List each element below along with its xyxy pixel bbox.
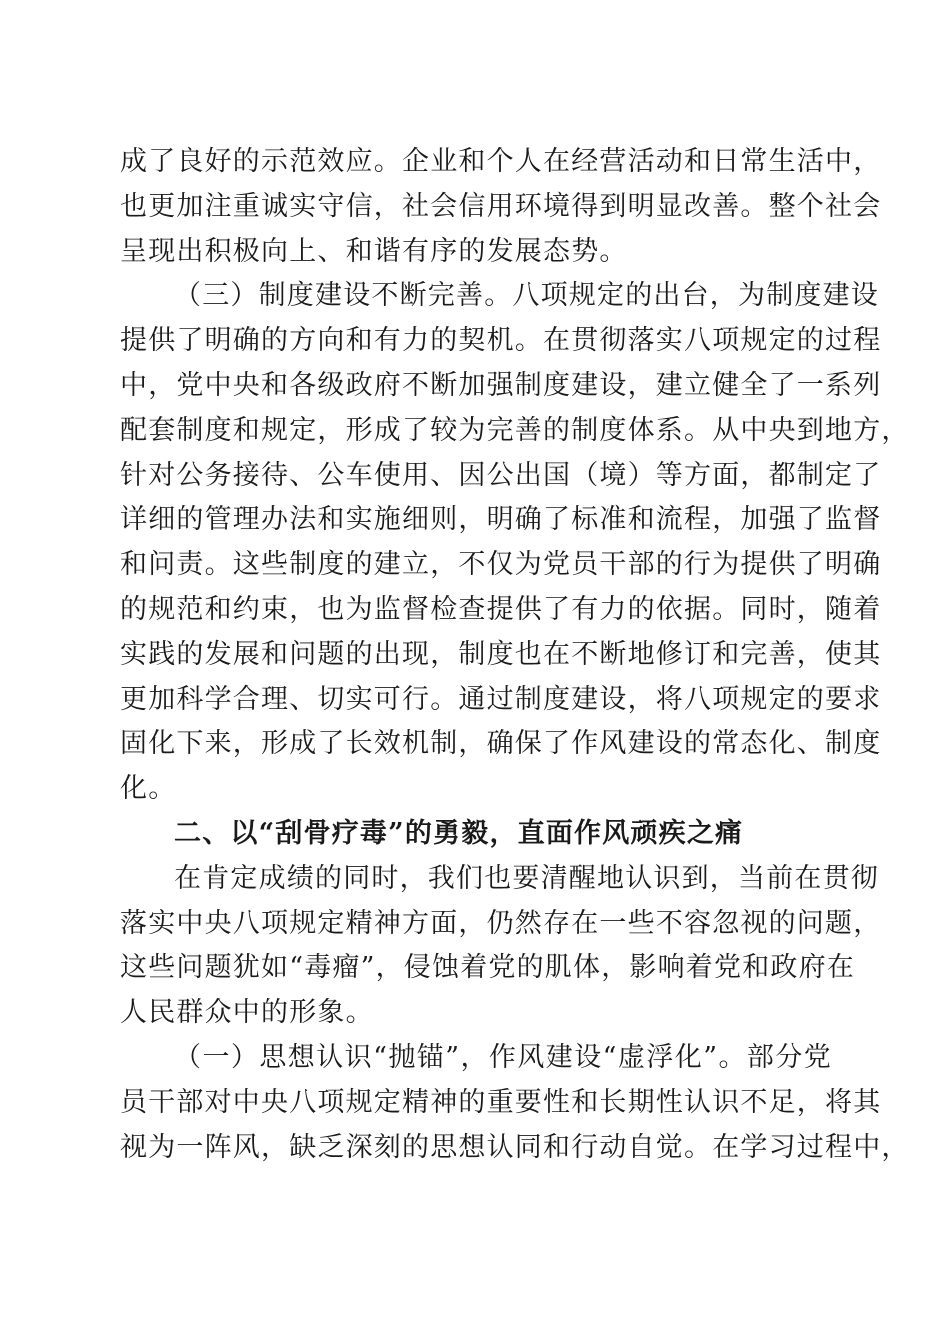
body-line: 呈现出积极向上、和谐有序的发展态势。 — [120, 235, 628, 267]
section-heading: 二、以“刮骨疗毒”的勇毅，直面作风顽疾之痛 — [174, 817, 744, 849]
body-line: 成了良好的示范效应。企业和个人在经营活动和日常生活中， — [120, 146, 882, 177]
body-line: 更加科学合理、切实可行。通过制度建设，将八项规定的要求 — [120, 683, 882, 715]
body-line: 在肯定成绩的同时，我们也要清醒地认识到，当前在贯彻 — [174, 862, 879, 894]
body-line: 人民群众中的形象。 — [120, 997, 374, 1029]
body-line: 化。 — [120, 773, 177, 805]
body-line: 视为一阵风，缺乏深刻的思想认同和行动自觉。在学习过程中， — [120, 1131, 910, 1163]
body-line: 员干部对中央八项规定精神的重要性和长期性认识不足，将其 — [120, 1086, 882, 1118]
body-line: 的规范和约束，也为监督检查提供了有力的依据。同时，随着 — [120, 593, 882, 625]
body-line: 针对公务接待、公车使用、因公出国（境）等方面，都制定了 — [120, 459, 882, 491]
body-line: 详细的管理办法和实施细则，明确了标准和流程，加强了监督 — [120, 504, 882, 536]
body-line: 落实中央八项规定精神方面，仍然存在一些不容忽视的问题， — [120, 907, 882, 939]
body-line: 和问责。这些制度的建立，不仅为党员干部的行为提供了明确 — [120, 549, 882, 581]
body-line: 配套制度和规定，形成了较为完善的制度体系。从中央到地方， — [120, 414, 910, 446]
body-line: 提供了明确的方向和有力的契机。在贯彻落实八项规定的过程 — [120, 325, 882, 357]
body-line: 固化下来，形成了长效机制，确保了作风建设的常态化、制度 — [120, 728, 882, 760]
body-line: 实践的发展和问题的出现，制度也在不断地修订和完善，使其 — [120, 638, 882, 670]
body-line: 这些问题犹如“毒瘤”，侵蚀着党的肌体，影响着党和政府在 — [120, 952, 856, 984]
subsection-heading-line: （一）思想认识“抛锚”，作风建设“虚浮化”。部分党 — [174, 1041, 832, 1073]
body-line: 也更加注重诚实守信，社会信用环境得到明显改善。整个社会 — [120, 190, 882, 222]
subsection-heading-line: （三）制度建设不断完善。八项规定的出台，为制度建设 — [174, 280, 879, 312]
body-line: 中，党中央和各级政府不断加强制度建设，建立健全了一系列 — [120, 369, 882, 401]
document-body — [120, 140, 910, 1170]
